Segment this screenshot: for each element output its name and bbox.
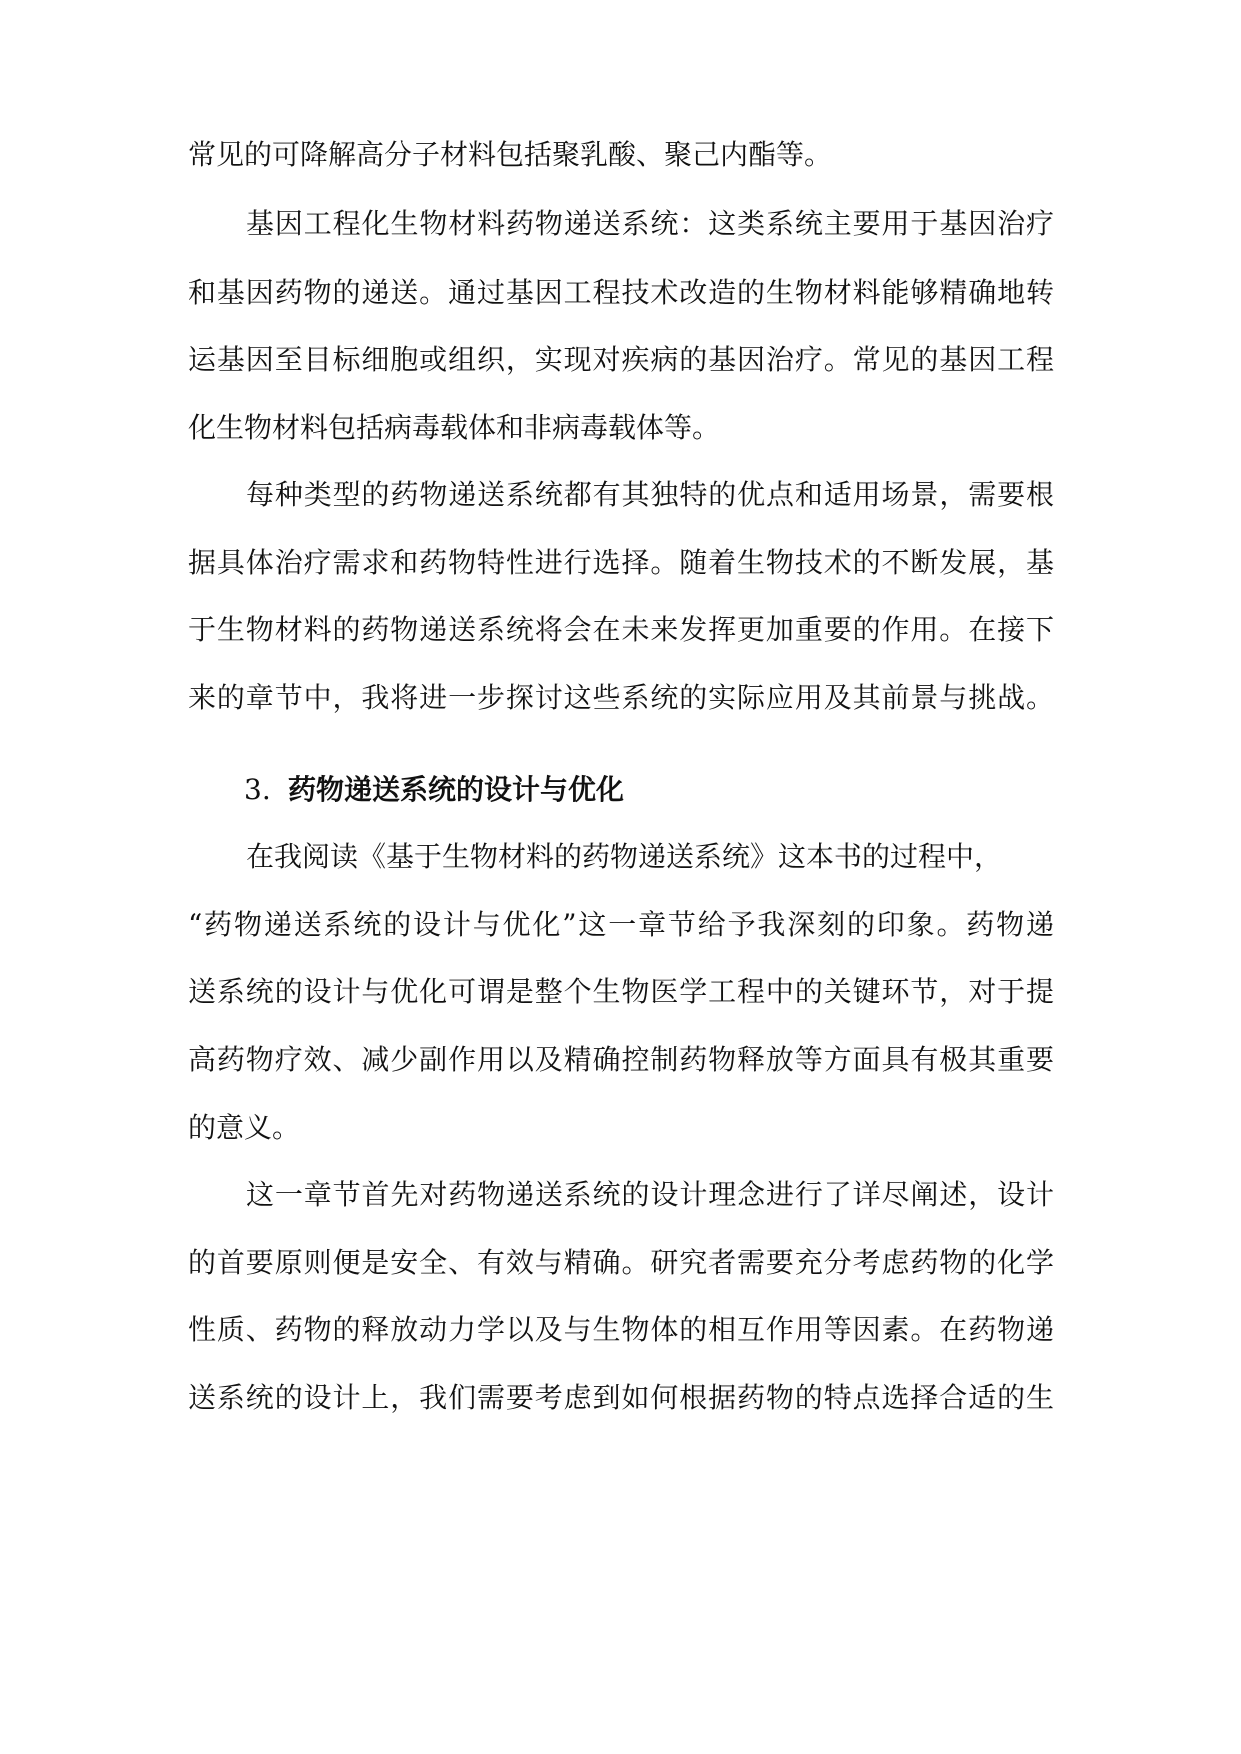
section-heading bbox=[244, 760, 1054, 820]
paragraph-line: 送系统的设计上，我们需要考虑到如何根据药物的特点选择合适的生 bbox=[188, 1381, 1054, 1414]
section-title: 药物递送系统的设计与优化 bbox=[288, 773, 625, 806]
paragraph-line: 每种类型的药物递送系统都有其独特的优点和适用场景，需要根 bbox=[246, 478, 1054, 511]
paragraph-line: 化生物材料包括病毒载体和非病毒载体等。 bbox=[188, 411, 721, 444]
paragraph-line: 性质、药物的释放动力学以及与生物体的相互作用等因素。在药物递 bbox=[188, 1313, 1054, 1346]
document-page bbox=[188, 0, 1054, 1754]
paragraph-line: 运基因至目标细胞或组织，实现对疾病的基因治疗。常见的基因工程 bbox=[188, 343, 1054, 376]
paragraph-line: 和基因药物的递送。通过基因工程技术改造的生物材料能够精确地转 bbox=[188, 276, 1054, 309]
paragraph-line: 这一章节首先对药物递送系统的设计理念进行了详尽阐述，设计 bbox=[246, 1178, 1054, 1211]
paragraph-line: 据具体治疗需求和药物特性进行选择。随着生物技术的不断发展，基 bbox=[188, 546, 1054, 579]
paragraph-line: 于生物材料的药物递送系统将会在未来发挥更加重要的作用。在接下 bbox=[188, 613, 1054, 646]
section-number: 3. bbox=[244, 773, 271, 806]
paragraph-line: 来的章节中，我将进一步探讨这些系统的实际应用及其前景与挑战。 bbox=[188, 681, 1054, 714]
paragraph-line: “药物递送系统的设计与优化”这一章节给予我深刻的印象。药物递 bbox=[188, 908, 1054, 941]
paragraph-line: 高药物疗效、减少副作用以及精确控制药物释放等方面具有极其重要 bbox=[188, 1043, 1054, 1076]
paragraph-line: 的意义。 bbox=[188, 1111, 301, 1144]
paragraph-line: 在我阅读《基于生物材料的药物递送系统》这本书的过程中， bbox=[246, 840, 1003, 873]
paragraph-line: 的首要原则便是安全、有效与精确。研究者需要充分考虑药物的化学 bbox=[188, 1246, 1054, 1279]
paragraph-line: 基因工程化生物材料药物递送系统：这类系统主要用于基因治疗 bbox=[246, 207, 1054, 240]
paragraph-line: 常见的可降解高分子材料包括聚乳酸、聚己内酯等。 bbox=[188, 138, 833, 171]
paragraph-line: 送系统的设计与优化可谓是整个生物医学工程中的关键环节，对于提 bbox=[188, 975, 1054, 1008]
